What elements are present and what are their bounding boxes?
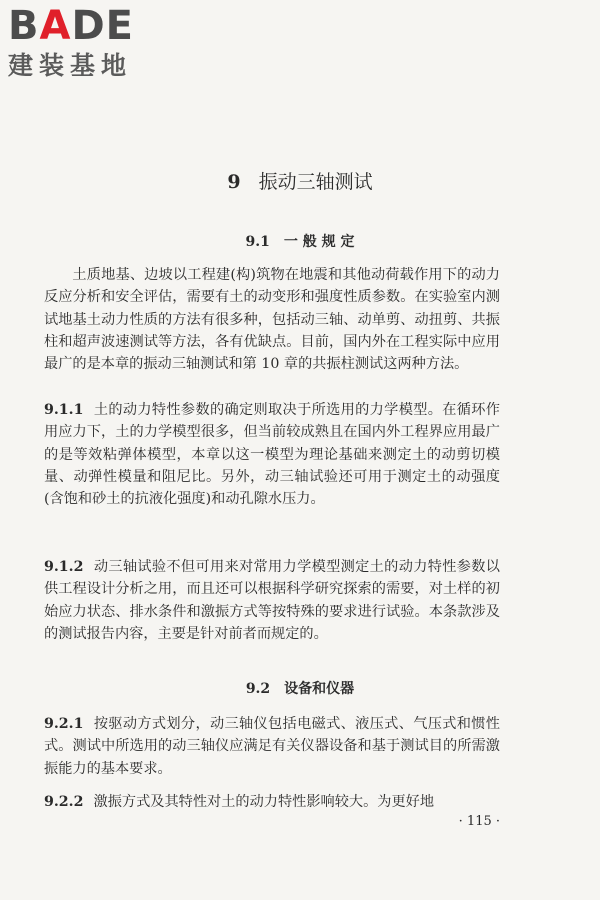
section-heading-9-2: 9.2 设备和仪器 bbox=[245, 681, 355, 697]
chapter-number: 9 bbox=[227, 171, 241, 193]
paragraph-intro: 土质地基、边坡以工程建(构)筑物在地震和其他动荷载作用下的动力反应分析和安全评估，需要有土的动变形和强度性质参数。在实验室内测试地基土动力性质的方法有很多种，包括动三轴、动单剪、动扭剪、共振柱和超声波速测试等方法，各有优缺点。目前，国内外在工程实际中应用最广的是本章的振动三轴测试和第 10 章的共振柱测试这两种方法。 bbox=[44, 267, 500, 373]
chapter-title-text: 振动三轴测试 bbox=[258, 171, 373, 193]
paragraph-9-1-1: 9.1.1 土的动力特性参数的确定则取决于所选用的力学模型。在循环作用应力下，土的力学模型很多，但当前较成熟且在国内外工程界应用最广的是等效粘弹体模型，本章以这一模型为理论基础来测定土的动剪切模量、动弹性模量和阻尼比。另外，动三轴试验还可用于测定土的动强度(含饱和砂土的抗液化强度)和动孔隙水压力。 bbox=[44, 402, 500, 508]
paragraph-9-2-1: 9.2.1 按驱动方式划分，动三轴仪包括电磁式、液压式、气压式和惯性式。测试中所选用的动三轴仪应满足有关仪器设备和基于测试目的所需激振能力的基本要求。 bbox=[44, 716, 500, 777]
clause-number: 9.2.2 bbox=[44, 794, 84, 810]
logo-wordmark: BADE bbox=[8, 3, 134, 49]
chapter-title bbox=[0, 168, 600, 196]
logo bbox=[8, 4, 178, 82]
paragraph-9-1-2: 9.1.2 动三轴试验不但可用来对常用力学模型测定土的动力特性参数以供工程设计分析之用，而且还可以根据科学研究探索的需要，对土样的初始应力状态、排水条件和激振方式等按特殊的要求进行试验。本条款涉及的测试报告内容，主要是针对前者而规定的。 bbox=[44, 559, 500, 642]
clause-number: 9.2.1 bbox=[44, 716, 84, 732]
page-number: · 115 · bbox=[458, 814, 500, 829]
clause-number: 9.1.2 bbox=[44, 559, 84, 575]
clause-number: 9.1.1 bbox=[44, 402, 84, 418]
section-heading-9-1: 9.1 一 般 规 定 bbox=[245, 234, 355, 250]
logo-subtitle: 建装基地 bbox=[8, 51, 133, 80]
paragraph-9-2-2: 9.2.2 激振方式及其特性对土的动力特性影响较大。为更好地 bbox=[44, 794, 435, 810]
